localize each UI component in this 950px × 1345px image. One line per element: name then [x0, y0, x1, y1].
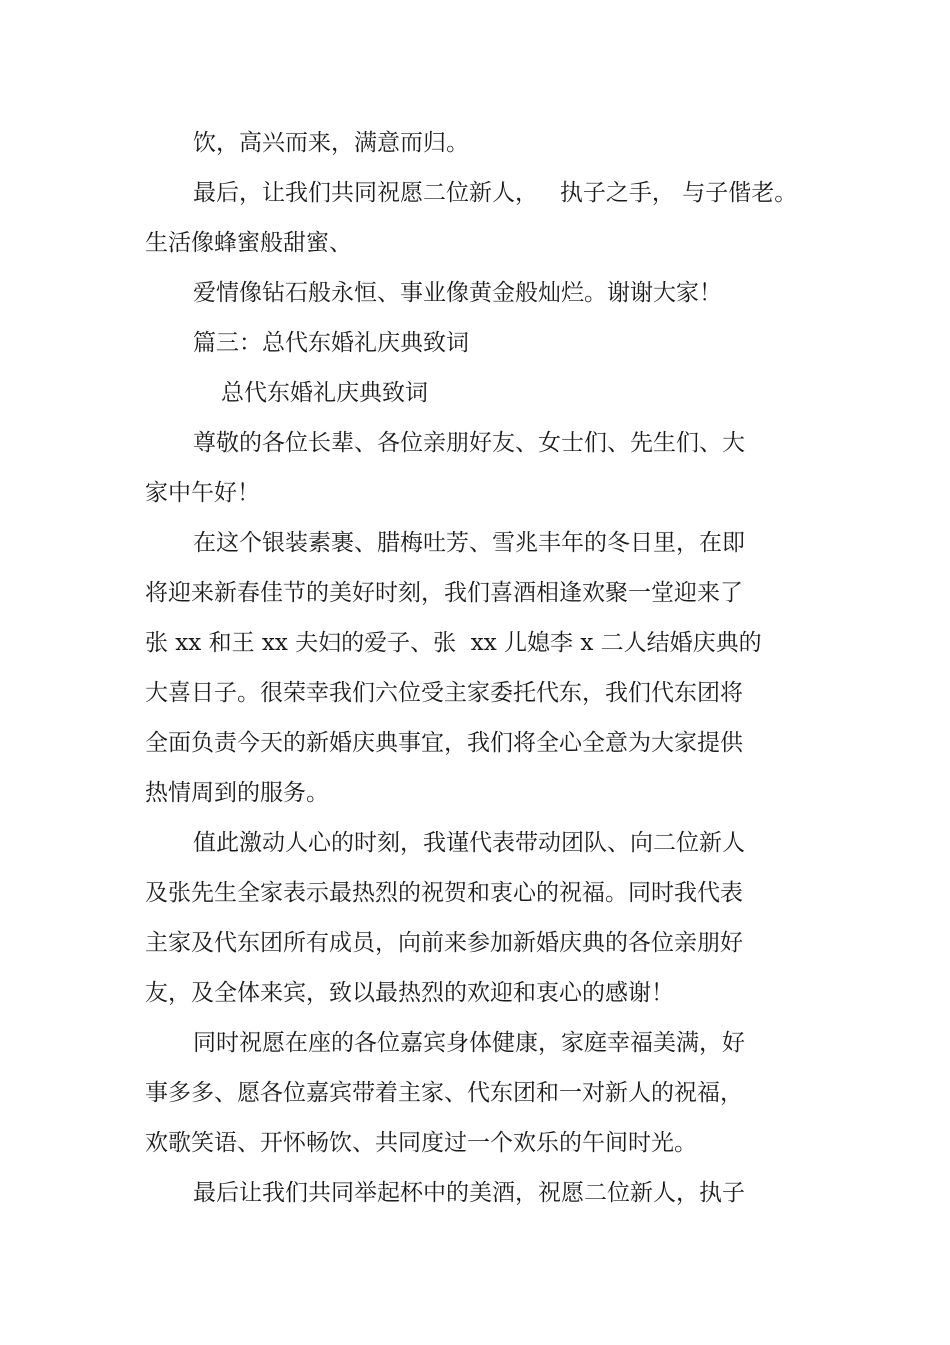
section-heading: 篇三：总代东婚礼庆典致词	[193, 330, 469, 356]
body-line-19: 同时祝愿在座的各位嘉宾身体健康，家庭幸福美满，好	[193, 1030, 745, 1056]
body-line-10: 将迎来新春佳节的美好时刻，我们喜酒相逢欢聚一堂迎来了	[145, 580, 743, 606]
speech-title: 总代东婚礼庆典致词	[221, 380, 428, 406]
body-line-15: 值此激动人心的时刻，我谨代表带动团队、向二位新人	[193, 830, 745, 856]
body-line-2: 最后，让我们共同祝愿二位新人， 执子之手， 与子偕老。	[193, 180, 798, 206]
body-line-1: 饮，高兴而来，满意而归。	[193, 130, 469, 156]
body-line-18: 友，及全体来宾，致以最热烈的欢迎和衷心的感谢！	[145, 980, 674, 1006]
body-line-21: 欢歌笑语、开怀畅饮、共同度过一个欢乐的午间时光。	[145, 1130, 697, 1156]
body-line-3: 生活像蜂蜜般甜蜜、	[145, 230, 352, 256]
body-line-9: 在这个银装素裹、腊梅吐芳、雪兆丰年的冬日里，在即	[193, 530, 745, 556]
body-line-12: 大喜日子。很荣幸我们六位受主家委托代东，我们代东团将	[145, 680, 743, 706]
body-line-11: 张 xx 和王 xx 夫妇的爱子、张 xx 儿媳李 x 二人结婚庆典的	[145, 630, 762, 656]
body-line-22: 最后让我们共同举起杯中的美酒，祝愿二位新人，执子	[193, 1180, 745, 1206]
body-line-8: 家中午好！	[145, 480, 260, 506]
body-line-13: 全面负责今天的新婚庆典事宜，我们将全心全意为大家提供	[145, 730, 743, 756]
body-line-17: 主家及代东团所有成员，向前来参加新婚庆典的各位亲朋好	[145, 930, 743, 956]
body-line-7: 尊敬的各位长辈、各位亲朋好友、女士们、先生们、大	[193, 430, 745, 456]
body-line-16: 及张先生全家表示最热烈的祝贺和衷心的祝福。同时我代表	[145, 880, 743, 906]
body-line-4: 爱情像钻石般永恒、事业像黄金般灿烂。谢谢大家！	[193, 280, 722, 306]
body-line-14: 热情周到的服务。	[145, 780, 329, 806]
body-line-20: 事多多、愿各位嘉宾带着主家、代东团和一对新人的祝福，	[145, 1080, 743, 1106]
